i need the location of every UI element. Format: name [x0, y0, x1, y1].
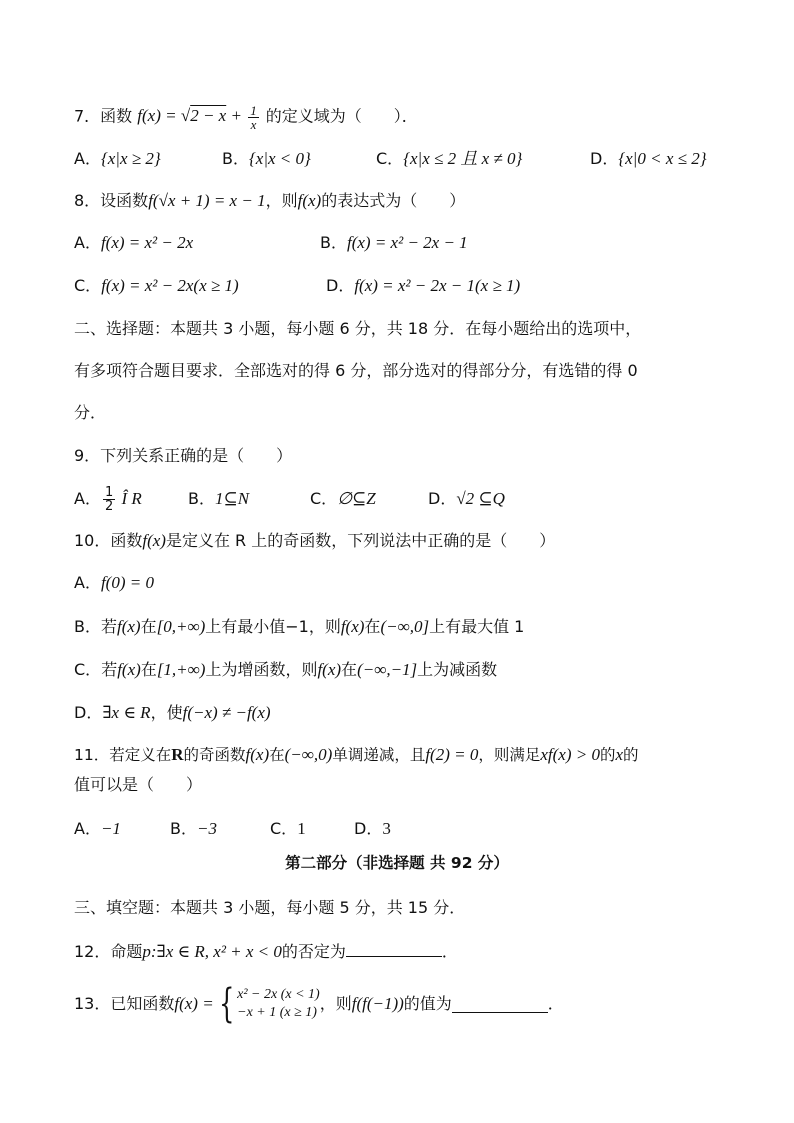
q12-stem: 12．命题p:∃x ∈ R, x² + x < 0的否定为 ． [74, 942, 458, 961]
q11-option-b[interactable]: B．−3 [170, 819, 217, 838]
q9-option-a[interactable]: A． $\frac{1}{2}$ Î R [74, 485, 142, 514]
q7-option-c[interactable]: C．{x|x ≤ 2 且 x ≠ 0} [376, 149, 523, 168]
q13-answer-blank[interactable] [452, 996, 548, 1013]
q10-option-b[interactable]: B．若f(x)在[0,+∞)上有最小值−1，则f(x)在(−∞,0]上有最大值 1 [74, 617, 525, 636]
q7-prefix: 7．函数 [74, 106, 133, 126]
q13-stem: 13．已知函数 f(x) = { x² − 2x (x < 1) −x + 1 (x ≥ 1) ，则 f(f(−1)) 的值为 ． [74, 981, 564, 1027]
q11-option-a[interactable]: A．−1 [74, 819, 121, 838]
section2-line2: 有多项符合题目要求．全部选对的得 6 分，部分选对的得部分分，有选错的得 0 [74, 361, 638, 380]
q11-stem: 11．若定义在R的奇函数f(x)在(−∞,0)单调递减，且f(2) = 0，则满足xf(x) > 0的x的 [74, 745, 639, 764]
q13-piecewise: { x² − 2x (x < 1) −x + 1 (x ≥ 1) [218, 981, 320, 1027]
q8-option-d[interactable]: D．f(x) = x² − 2x − 1(x ≥ 1) [326, 276, 521, 295]
q10-option-a[interactable]: A．f(0) = 0 [74, 573, 154, 592]
section2-line1: 二、选择题：本题共 3 小题，每小题 6 分，共 18 分．在每小题给出的选项中， [74, 319, 642, 338]
q7-formula: f(x) = √2 − x + $\frac{1}{x}$ [137, 103, 257, 132]
q12-answer-blank[interactable] [346, 940, 442, 957]
q9-option-c[interactable]: C．∅⊆Z [310, 489, 376, 508]
q8-option-a[interactable]: A．f(x) = x² − 2x [74, 233, 194, 252]
q10-stem: 10．函数f(x)是定义在 R 上的奇函数，下列说法中正确的是（ ） [74, 531, 556, 550]
q9-option-b[interactable]: B．1⊆N [188, 489, 250, 508]
q9-stem: 9．下列关系正确的是（ ） [74, 446, 293, 465]
q7-option-b[interactable]: B．{x|x < 0} [222, 149, 311, 168]
q8-stem: 8．设函数f(√x + 1) = x − 1，则f(x)的表达式为（ ） [74, 191, 466, 210]
q8-option-b[interactable]: B．f(x) = x² − 2x − 1 [320, 233, 468, 252]
q7-suffix: 的定义域为（ ）． [265, 106, 418, 126]
part2-title: 第二部分（非选择题 共 92 分） [285, 854, 509, 872]
q9-option-d[interactable]: D．√2 ⊆Q [428, 489, 505, 508]
section2-line3: 分． [74, 403, 107, 422]
q7-option-a[interactable]: A．{x|x ≥ 2} [74, 149, 161, 168]
q8-option-c[interactable]: C．f(x) = x² − 2x(x ≥ 1) [74, 276, 239, 295]
q8-formula: f(√x + 1) = x − 1 [148, 191, 266, 210]
q10-option-c[interactable]: C．若f(x)在[1,+∞)上为增函数，则f(x)在(−∞,−1]上为减函数 [74, 660, 498, 679]
q7-stem [74, 104, 418, 131]
section3-heading: 三、填空题：本题共 3 小题，每小题 5 分，共 15 分． [74, 898, 466, 917]
q11-option-d[interactable]: D．3 [354, 819, 391, 838]
q11-stem-line2: 值可以是（ ） [74, 775, 203, 794]
q12-formula: p:∃x ∈ R, x² + x < 0 [142, 942, 282, 961]
q9-a-fraction: $\frac{1}{2}$ [104, 485, 114, 514]
q7-option-d[interactable]: D．{x|0 < x ≤ 2} [590, 149, 707, 168]
q11-option-c[interactable]: C．1 [270, 819, 306, 838]
q10-option-d[interactable]: D．∃x ∈ R，使f(−x) ≠ −f(x) [74, 703, 271, 722]
q7-fraction: $\frac{1}{x}$ [250, 103, 257, 132]
